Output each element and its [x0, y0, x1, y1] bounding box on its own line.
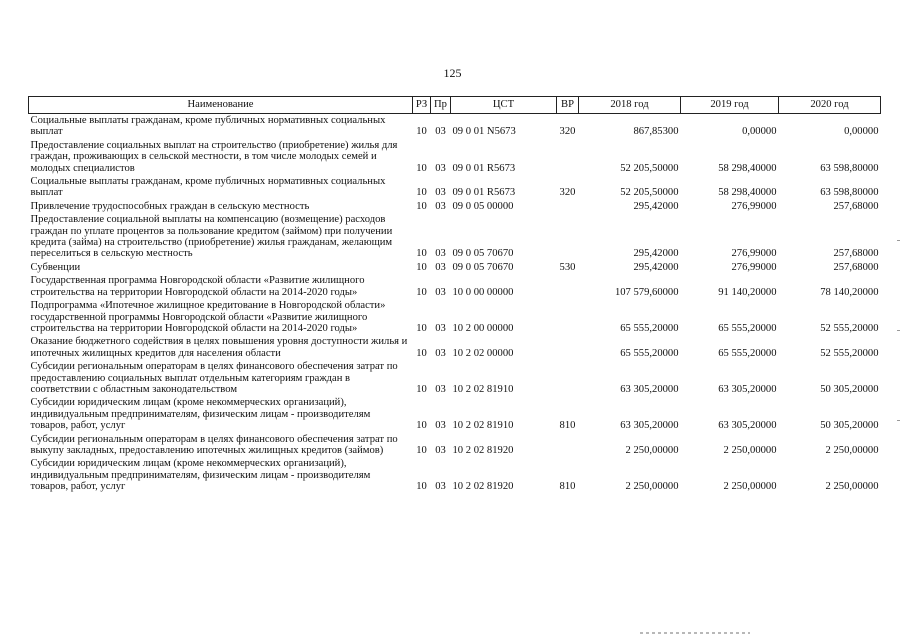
row-cst: 09 0 05 70670: [452, 261, 514, 273]
row-2020: 52 555,20000: [820, 347, 879, 359]
row-name: Субсидии региональным операторам в целях финансового обеспечения затрат по выкупу закладных, предоставлению ипотечных жилищных кредитов (займов): [30, 433, 398, 456]
row-name: Привлечение трудоспособных граждан в сельскую местность: [30, 200, 310, 212]
row-2019: 91 140,20000: [718, 286, 777, 298]
row-2018: 52 205,50000: [620, 162, 679, 174]
row-name: Субсидии юридическим лицам (кроме некоммерческих организаций), индивидуальным предпринимателям, физическим лицам - производителям товаров, работ, услуг: [30, 397, 371, 432]
table-row: [29, 175, 881, 200]
row-2019: 65 555,20000: [718, 347, 777, 359]
table-row: [29, 360, 881, 396]
row-pr: 03: [435, 481, 446, 493]
table-row: [29, 261, 881, 274]
row-2018: 867,85300: [633, 126, 679, 138]
row-vr: [557, 213, 579, 261]
row-name: Субсидии региональным операторам в целях финансового обеспечения затрат по предоставлению социальных выплат отдельным категориям граждан в соответствии с областным законодательством: [30, 361, 398, 395]
row-rz: 10: [416, 126, 427, 138]
row-name: Предоставление социальных выплат на строительство (приобретение) жилья для граждан, проживающих в сельской местности, в том числе молодых семей и молодых специалистов: [30, 139, 398, 174]
row-2020: 0,00000: [844, 126, 879, 138]
row-pr: 03: [435, 347, 446, 359]
row-2019: 276,99000: [731, 261, 777, 273]
row-2018: 63 305,20000: [620, 383, 679, 395]
row-rz: 10: [416, 261, 427, 273]
scan-edge-marks: [897, 240, 903, 440]
header-vr: ВР: [557, 97, 579, 114]
row-name: Предоставление социальной выплаты на компенсацию (возмещение) расходов граждан по уплате процентов за пользование кредитом (займом) при получении кредита (займа) на строительство (приобретение) жилья гражданам, желающим переселиться в сельскую местность: [30, 214, 393, 260]
header-2019: 2019 год: [681, 97, 779, 114]
row-name: Субвенции: [30, 261, 81, 273]
row-vr: [557, 433, 579, 458]
table-row: [29, 433, 881, 458]
row-pr: 03: [435, 444, 446, 456]
row-2020: 78 140,20000: [820, 286, 879, 298]
row-2018: 107 579,60000: [614, 286, 679, 298]
row-pr: 03: [435, 162, 446, 174]
row-rz: 10: [416, 420, 427, 432]
row-2020: 50 305,20000: [820, 383, 879, 395]
budget-table: [28, 96, 881, 494]
row-vr: [557, 335, 579, 360]
row-2018: 65 555,20000: [620, 322, 679, 334]
table-row: [29, 396, 881, 432]
row-2019: 276,99000: [731, 248, 777, 260]
row-2019: 276,99000: [731, 200, 777, 212]
header-pr: Пр: [431, 97, 451, 114]
row-rz: 10: [416, 347, 427, 359]
row-cst: 10 2 02 00000: [452, 347, 514, 359]
table-row: [29, 274, 881, 299]
row-rz: 10: [416, 162, 427, 174]
header-name: Наименование: [29, 97, 413, 114]
table-row: [29, 114, 881, 139]
row-rz: 10: [416, 286, 427, 298]
row-pr: 03: [435, 200, 446, 212]
row-cst: 09 0 05 00000: [452, 200, 514, 212]
row-pr: 03: [435, 248, 446, 260]
row-vr: 530: [559, 261, 576, 273]
row-2020: 257,68000: [833, 200, 879, 212]
row-cst: 10 2 02 81910: [452, 420, 514, 432]
row-vr: 320: [559, 187, 576, 199]
row-2019: 65 555,20000: [718, 322, 777, 334]
row-rz: 10: [416, 200, 427, 212]
table-row: [29, 200, 881, 213]
row-name: Подпрограмма «Ипотечное жилищное кредитование в Новгородской области» государственной программы Новгородской области «Развитие жилищного строительства на территории Новгородской области на 2014-2020 годы»: [30, 300, 386, 334]
row-2020: 257,68000: [833, 261, 879, 273]
row-name: Государственная программа Новгородской области «Развитие жилищного строительства на территории Новгородской области на 2014-2020 годы»: [30, 275, 365, 298]
row-cst: 10 0 00 00000: [452, 286, 514, 298]
table-row: [29, 213, 881, 261]
row-2020: 2 250,00000: [825, 481, 879, 493]
row-vr: [557, 139, 579, 175]
row-2019: 0,00000: [742, 126, 777, 138]
table-row: [29, 457, 881, 493]
row-name: Социальные выплаты гражданам, кроме публичных нормативных социальных выплат: [30, 176, 386, 199]
row-2018: 295,42000: [633, 261, 679, 273]
table-row: [29, 335, 881, 360]
row-vr: [557, 200, 579, 213]
row-2020: 52 555,20000: [820, 322, 879, 334]
row-2018: 295,42000: [633, 200, 679, 212]
row-2018: 295,42000: [633, 248, 679, 260]
row-pr: 03: [435, 286, 446, 298]
header-rz: РЗ: [413, 97, 431, 114]
row-cst: 10 2 02 81920: [452, 481, 514, 493]
row-2020: 50 305,20000: [820, 420, 879, 432]
row-vr: [557, 299, 579, 335]
row-pr: 03: [435, 383, 446, 395]
row-pr: 03: [435, 187, 446, 199]
row-cst: 09 0 01 R5673: [452, 187, 516, 199]
row-2019: 58 298,40000: [718, 187, 777, 199]
row-name: Субсидии юридическим лицам (кроме некоммерческих организаций), индивидуальным предпринимателям, физическим лицам - производителям товаров, работ, услуг: [30, 458, 371, 493]
row-2018: 65 555,20000: [620, 347, 679, 359]
row-pr: 03: [435, 261, 446, 273]
row-vr: [557, 360, 579, 396]
row-2019: 2 250,00000: [723, 481, 777, 493]
table-row: [29, 299, 881, 335]
page-number: 125: [443, 66, 462, 80]
row-2018: 2 250,00000: [625, 481, 679, 493]
row-name: Социальные выплаты гражданам, кроме публичных нормативных социальных выплат: [30, 115, 386, 138]
row-pr: 03: [435, 322, 446, 334]
row-rz: 10: [416, 481, 427, 493]
row-pr: 03: [435, 420, 446, 432]
row-cst: 09 0 05 70670: [452, 248, 514, 260]
table-header-row: [29, 97, 881, 114]
row-cst: 10 2 02 81920: [452, 444, 514, 456]
row-rz: 10: [416, 444, 427, 456]
row-2019: 63 305,20000: [718, 420, 777, 432]
row-2019: 58 298,40000: [718, 162, 777, 174]
row-2018: 52 205,50000: [620, 187, 679, 199]
row-cst: 10 2 02 81910: [452, 383, 514, 395]
row-rz: 10: [416, 383, 427, 395]
row-2020: 2 250,00000: [825, 444, 879, 456]
table-row: [29, 139, 881, 175]
row-2020: 257,68000: [833, 248, 879, 260]
row-vr: 320: [559, 126, 576, 138]
row-cst: 09 0 01 R5673: [452, 162, 516, 174]
row-2018: 63 305,20000: [620, 420, 679, 432]
row-rz: 10: [416, 248, 427, 260]
row-rz: 10: [416, 187, 427, 199]
row-2020: 63 598,80000: [820, 187, 879, 199]
row-vr: 810: [559, 481, 576, 493]
row-pr: 03: [435, 126, 446, 138]
row-name: Оказание бюджетного содействия в целях повышения уровня доступности жилья и ипотечных жилищных кредитов для населения области: [30, 336, 408, 359]
row-cst: 09 0 01 N5673: [452, 126, 516, 138]
row-2019: 63 305,20000: [718, 383, 777, 395]
scan-noise: [640, 632, 750, 634]
row-2019: 2 250,00000: [723, 444, 777, 456]
row-vr: [557, 274, 579, 299]
header-2020: 2020 год: [779, 97, 881, 114]
row-cst: 10 2 00 00000: [452, 322, 514, 334]
header-cst: ЦСТ: [451, 97, 557, 114]
row-vr: 810: [559, 420, 576, 432]
row-rz: 10: [416, 322, 427, 334]
header-2018: 2018 год: [579, 97, 681, 114]
row-2018: 2 250,00000: [625, 444, 679, 456]
row-2020: 63 598,80000: [820, 162, 879, 174]
